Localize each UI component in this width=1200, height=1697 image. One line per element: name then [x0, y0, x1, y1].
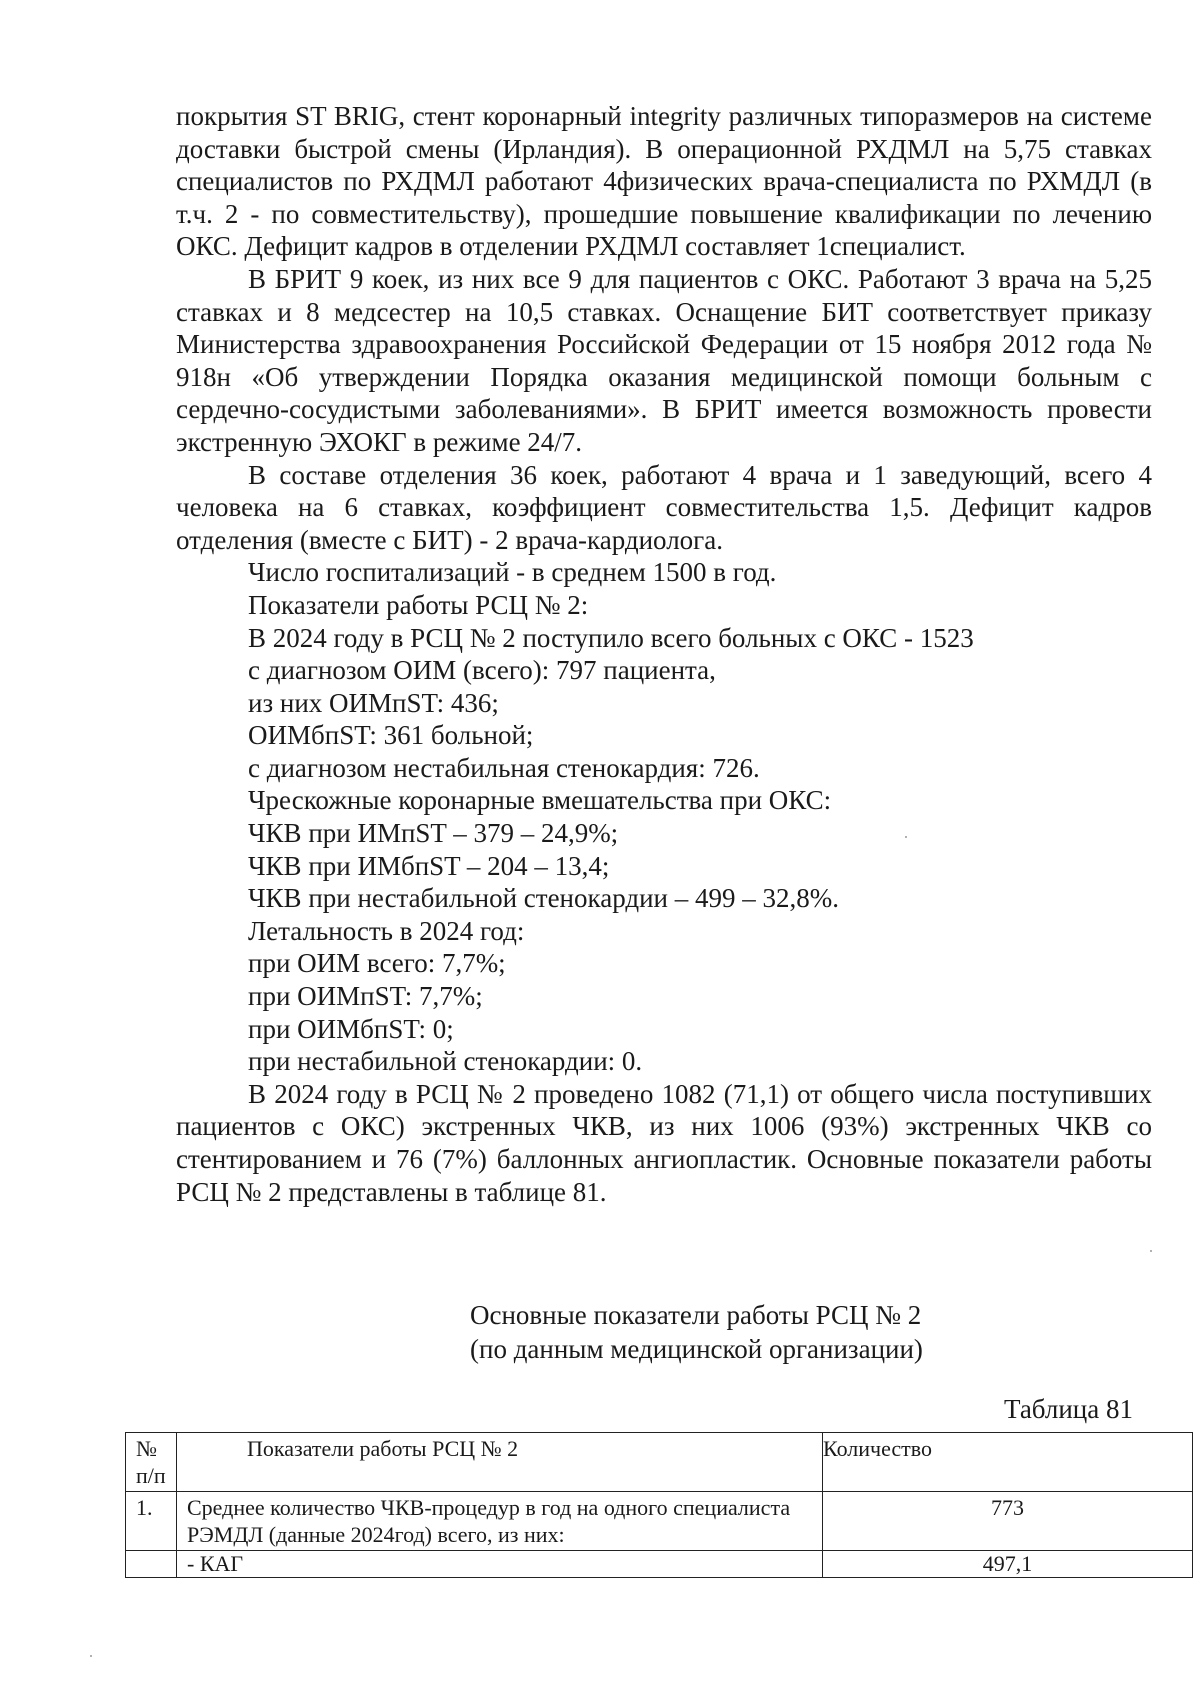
header-num: № п/п [126, 1433, 177, 1492]
paragraph-department: В составе отделения 36 коек, работают 4 врача и 1 заведующий, всего 4 человека на 6 ставках, коэффициент совместительства 1,5. Дефицит кадров отделения (вместе с БИТ) - 2 врача-кардиолога. [176, 459, 1152, 555]
table-header-row [126, 1433, 1193, 1492]
table-row [126, 1492, 1193, 1551]
text-line: ЧКВ при нестабильной стенокардии – 499 – 32,8%. [248, 883, 839, 914]
cell-num: 1. [126, 1492, 177, 1551]
cell-qty: 497,1 [823, 1551, 1193, 1578]
paragraph-pci-summary: В 2024 году в РСЦ № 2 проведено 1082 (71,1) от общего числа поступивших пациентов с ОКС) экстренных ЧКВ, из них 1006 (93%) экстренных ЧКВ со стентированием и 76 (7%) баллонных ангиопластик. Основные показатели работы РСЦ № 2 представлены в таблице 81. [176, 1078, 1152, 1207]
text-line: ОИМбпST: 361 больной; [248, 720, 534, 751]
table-row [126, 1551, 1193, 1578]
text-line: при ОИМбпST: 0; [248, 1013, 454, 1044]
paragraph-equipment-staff: покрытия ST BRIG, стент коронарный integrity различных типоразмеров на системе доставки быстрой смены (Ирландия). В операционной РХДМЛ на 5,75 ставках специалистов по РХДМЛ работают 4физических врача-специалиста по РХМДЛ (в т.ч. 2 - по совместительству), прошедшие повышение квалификации по лечению ОКС. Дефицит кадров в отделении РХДМЛ составляет 1специалист. [176, 101, 1152, 262]
text-line: с диагнозом нестабильная стенокардия: 726. [248, 752, 760, 783]
header-qty: Количество [823, 1433, 1193, 1492]
scan-speck [1150, 1250, 1152, 1252]
text-line: ЧКВ при ИМбпST – 204 – 13,4; [248, 850, 610, 881]
text-line: Летальность в 2024 год: [248, 915, 525, 946]
text-line: при ОИМ всего: 7,7%; [248, 948, 506, 979]
text-line: Число госпитализаций - в среднем 1500 в год. [248, 557, 777, 588]
text-line: при ОИМпST: 7,7%; [248, 981, 483, 1012]
text-line: ЧКВ при ИМпST – 379 – 24,9%; [248, 818, 619, 849]
text-line: из них ОИМпST: 436; [248, 687, 499, 718]
indicators-table [125, 1432, 1193, 1578]
cell-name: Среднее количество ЧКВ-процедур в год на одного специалиста РЭМДЛ (данные 2024год) всего, из них: [177, 1492, 823, 1551]
scan-speck [90, 1655, 92, 1657]
scan-speck [905, 836, 907, 838]
text-line: Чрескожные коронарные вмешательства при ОКС: [248, 785, 832, 816]
text-line: с диагнозом ОИМ (всего): 797 пациента, [248, 655, 716, 686]
table-caption [470, 1298, 1030, 1366]
table-number-label: Таблица 81 [1004, 1394, 1133, 1424]
body-text [176, 100, 1152, 1208]
text-line: Показатели работы РСЦ № 2: [248, 589, 589, 620]
text-line: при нестабильной стенокардии: 0. [248, 1046, 643, 1077]
cell-num [126, 1551, 177, 1578]
header-name: Показатели работы РСЦ № 2 [177, 1433, 823, 1492]
paragraph-brit: В БРИТ 9 коек, из них все 9 для пациентов с ОКС. Работают 3 врача на 5,25 ставках и 8 медсестер на 10,5 ставках. Оснащение БИТ соответствует приказу Министерства здравоохранения Российской Федерации от 15 ноября 2012 года № 918н «Об утверждении Порядка оказания медицинской помощи больным с сердечно-сосудистыми заболеваниями». В БРИТ имеется возможность провести экстренную ЭХОКГ в режиме 24/7. [176, 263, 1152, 457]
cell-qty: 773 [823, 1492, 1193, 1551]
text-line: В 2024 году в РСЦ № 2 поступило всего больных с ОКС - 1523 [248, 622, 974, 653]
cell-name: - КАГ [177, 1551, 823, 1578]
caption-title: Основные показатели работы РСЦ № 2 [470, 1300, 922, 1330]
caption-subtitle: (по данным медицинской организации) [470, 1334, 923, 1364]
